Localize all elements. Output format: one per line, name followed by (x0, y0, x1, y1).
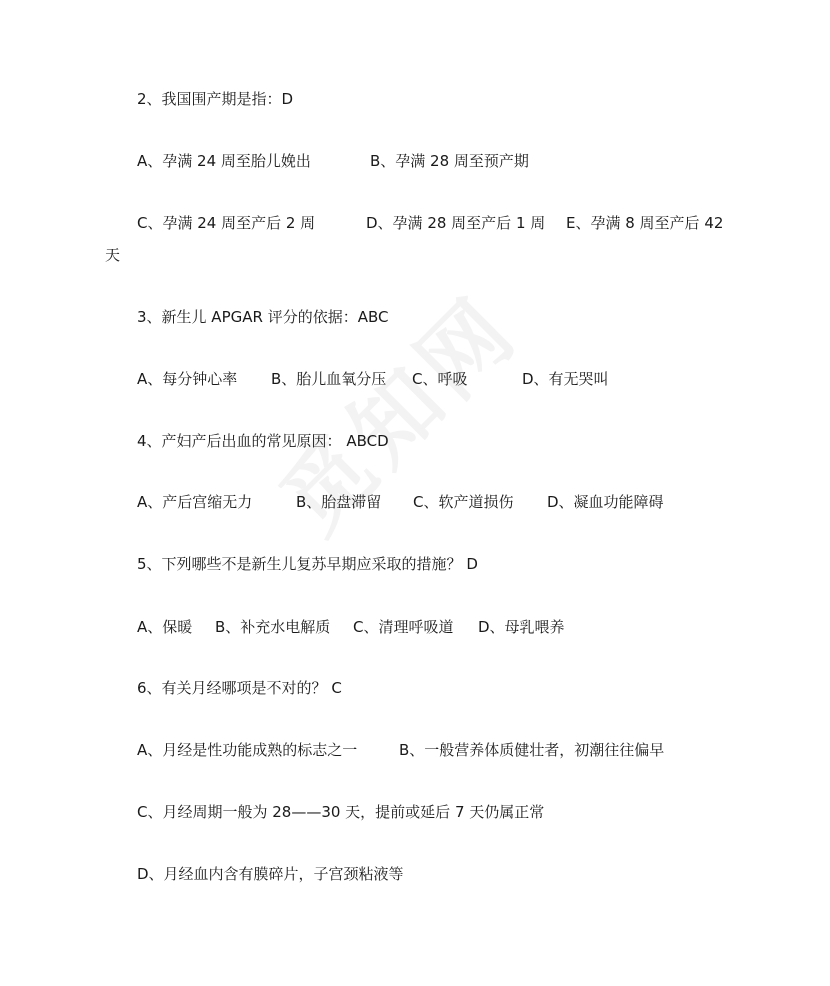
question-2-options-row-2 (137, 213, 723, 233)
option-c: C、呼吸 (412, 370, 468, 388)
option-d: D、孕满 28 周至产后 1 周 (366, 214, 546, 232)
option-a: A、孕满 24 周至胎儿娩出 (137, 152, 311, 170)
watermark (241, 256, 559, 574)
option-e-continuation: 天 (105, 246, 121, 264)
question-5-stem: 5、下列哪些不是新生儿复苏早期应采取的措施？ D (137, 555, 478, 573)
question-2-stem: 2、我国围产期是指：D (137, 90, 294, 108)
option-d: D、凝血功能障碍 (547, 493, 664, 511)
question-4-options (137, 492, 664, 512)
option-d: D、母乳喂养 (478, 618, 565, 636)
option-e: E、孕满 8 周至产后 42 (566, 214, 724, 232)
option-a: A、每分钟心率 (137, 370, 238, 388)
option-c: C、孕满 24 周至产后 2 周 (137, 214, 316, 232)
option-a: A、保暖 (137, 618, 193, 636)
question-4-stem: 4、产妇产后出血的常见原因： ABCD (137, 432, 389, 450)
option-c: C、软产道损伤 (413, 493, 514, 511)
question-6-options-row-1 (137, 740, 664, 760)
option-b: B、一般营养体质健壮者，初潮往往偏早 (399, 741, 665, 759)
option-d: D、有无哭叫 (522, 370, 609, 388)
option-a: A、产后宫缩无力 (137, 493, 253, 511)
option-b: B、补充水电解质 (215, 618, 331, 636)
option-b: B、胎儿血氧分压 (271, 370, 387, 388)
option-b: B、孕满 28 周至预产期 (370, 152, 529, 170)
question-6-stem: 6、有关月经哪项是不对的？ C (137, 679, 342, 697)
question-2-options-row-1 (137, 151, 529, 171)
option-b: B、胎盘滞留 (296, 493, 382, 511)
option-c: C、清理呼吸道 (353, 618, 454, 636)
question-3-stem: 3、新生儿 APGAR 评分的依据：ABC (137, 308, 389, 326)
question-5-options (137, 617, 565, 637)
option-a: A、月经是性功能成熟的标志之一 (137, 741, 358, 759)
question-6-option-d: D、月经血内含有膜碎片，子宫颈粘液等 (137, 865, 404, 883)
question-3-options (137, 369, 609, 389)
question-6-option-c: C、月经周期一般为 28——30 天，提前或延后 7 天仍属正常 (137, 803, 545, 821)
